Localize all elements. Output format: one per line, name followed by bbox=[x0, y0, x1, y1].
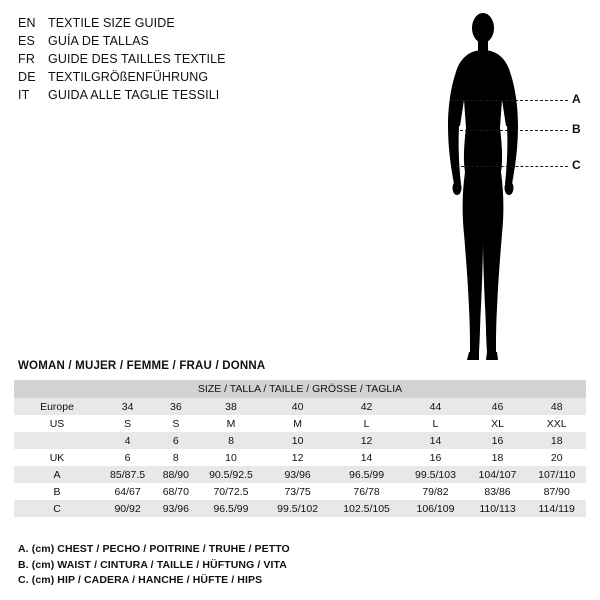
measurement-legend bbox=[18, 542, 578, 589]
cell-a-2: 90.5/92.5 bbox=[197, 466, 266, 483]
title-text-en: TEXTILE SIZE GUIDE bbox=[48, 16, 175, 30]
table-row bbox=[14, 483, 586, 500]
lang-code-es: ES bbox=[18, 34, 36, 48]
row-label-europe: Europe bbox=[14, 398, 100, 415]
cell-usnum-3: 10 bbox=[265, 432, 329, 449]
title-text-fr: GUIDE DES TAILLES TEXTILE bbox=[48, 52, 226, 66]
size-table-wrapper bbox=[14, 380, 586, 517]
cell-europe-6: 46 bbox=[468, 398, 528, 415]
cell-a-6: 104/107 bbox=[468, 466, 528, 483]
cell-us-7: XXL bbox=[527, 415, 586, 432]
cell-us-1: S bbox=[155, 415, 196, 432]
title-row-fr bbox=[18, 50, 318, 68]
cell-b-2: 70/72.5 bbox=[197, 483, 266, 500]
cell-europe-0: 34 bbox=[100, 398, 155, 415]
cell-uk-3: 12 bbox=[265, 449, 329, 466]
table-row bbox=[14, 398, 586, 415]
cell-uk-2: 10 bbox=[197, 449, 266, 466]
table-header-label: SIZE / TALLA / TAILLE / GRÖSSE / TAGLIA bbox=[14, 380, 586, 398]
cell-uk-6: 18 bbox=[468, 449, 528, 466]
cell-c-2: 96.5/99 bbox=[197, 500, 266, 517]
cell-b-3: 73/75 bbox=[265, 483, 329, 500]
cell-b-5: 79/82 bbox=[403, 483, 467, 500]
measure-label-a: A bbox=[572, 92, 581, 106]
row-label-us-numeric bbox=[14, 432, 100, 449]
measure-label-b: B bbox=[572, 122, 581, 136]
cell-b-4: 76/78 bbox=[330, 483, 404, 500]
cell-usnum-2: 8 bbox=[197, 432, 266, 449]
cell-europe-3: 40 bbox=[265, 398, 329, 415]
cell-a-7: 107/110 bbox=[527, 466, 586, 483]
cell-a-0: 85/87.5 bbox=[100, 466, 155, 483]
female-silhouette-figure bbox=[420, 8, 590, 368]
cell-us-4: L bbox=[330, 415, 404, 432]
measure-label-c: C bbox=[572, 158, 581, 172]
lang-code-de: DE bbox=[18, 70, 36, 84]
table-row bbox=[14, 415, 586, 432]
title-text-de: TEXTILGRÖßENFÜHRUNG bbox=[48, 70, 209, 84]
cell-europe-2: 38 bbox=[197, 398, 266, 415]
cell-a-5: 99.5/103 bbox=[403, 466, 467, 483]
legend-line-b: B. (cm) WAIST / CINTURA / TAILLE / HÜFTUNG / VITA bbox=[18, 558, 287, 571]
row-label-a: A bbox=[14, 466, 100, 483]
section-heading: WOMAN / MUJER / FEMME / FRAU / DONNA bbox=[18, 360, 266, 372]
cell-b-6: 83/86 bbox=[468, 483, 528, 500]
cell-usnum-6: 16 bbox=[468, 432, 528, 449]
measure-line-a bbox=[450, 100, 568, 101]
cell-uk-4: 14 bbox=[330, 449, 404, 466]
cell-a-3: 93/96 bbox=[265, 466, 329, 483]
table-row bbox=[14, 500, 586, 517]
cell-usnum-4: 12 bbox=[330, 432, 404, 449]
measure-line-b bbox=[460, 130, 568, 131]
size-table bbox=[14, 380, 586, 517]
table-row bbox=[14, 449, 586, 466]
cell-us-3: M bbox=[265, 415, 329, 432]
cell-us-6: XL bbox=[468, 415, 528, 432]
cell-europe-5: 44 bbox=[403, 398, 467, 415]
cell-usnum-5: 14 bbox=[403, 432, 467, 449]
cell-c-6: 110/113 bbox=[468, 500, 528, 517]
cell-europe-7: 48 bbox=[527, 398, 586, 415]
measure-line-c bbox=[456, 166, 568, 167]
lang-code-fr: FR bbox=[18, 52, 36, 66]
cell-c-1: 93/96 bbox=[155, 500, 196, 517]
cell-europe-1: 36 bbox=[155, 398, 196, 415]
title-row-de bbox=[18, 68, 318, 86]
cell-b-1: 68/70 bbox=[155, 483, 196, 500]
cell-c-7: 114/119 bbox=[527, 500, 586, 517]
cell-usnum-0: 4 bbox=[100, 432, 155, 449]
title-block bbox=[18, 14, 318, 104]
cell-c-0: 90/92 bbox=[100, 500, 155, 517]
row-label-uk: UK bbox=[14, 449, 100, 466]
title-row-it bbox=[18, 86, 318, 104]
row-label-us: US bbox=[14, 415, 100, 432]
legend-line-a: A. (cm) CHEST / PECHO / POITRINE / TRUHE / PETTO bbox=[18, 543, 290, 555]
cell-c-5: 106/109 bbox=[403, 500, 467, 517]
lang-code-en: EN bbox=[18, 16, 36, 30]
cell-b-7: 87/90 bbox=[527, 483, 586, 500]
title-row-en bbox=[18, 14, 318, 32]
table-row bbox=[14, 466, 586, 483]
cell-c-3: 99.5/102 bbox=[265, 500, 329, 517]
title-text-it: GUIDA ALLE TAGLIE TESSILI bbox=[48, 88, 220, 102]
cell-us-2: M bbox=[197, 415, 266, 432]
cell-uk-5: 16 bbox=[403, 449, 467, 466]
table-header-row bbox=[14, 380, 586, 398]
row-label-c: C bbox=[14, 500, 100, 517]
cell-usnum-7: 18 bbox=[527, 432, 586, 449]
cell-a-4: 96.5/99 bbox=[330, 466, 404, 483]
row-label-b: B bbox=[14, 483, 100, 500]
cell-us-0: S bbox=[100, 415, 155, 432]
cell-europe-4: 42 bbox=[330, 398, 404, 415]
table-row bbox=[14, 432, 586, 449]
cell-uk-1: 8 bbox=[155, 449, 196, 466]
title-text-es: GUÍA DE TALLAS bbox=[48, 34, 149, 48]
cell-us-5: L bbox=[403, 415, 467, 432]
cell-uk-7: 20 bbox=[527, 449, 586, 466]
legend-line-c: C. (cm) HIP / CADERA / HANCHE / HÜFTE / HIPS bbox=[18, 574, 263, 586]
cell-b-0: 64/67 bbox=[100, 483, 155, 500]
cell-a-1: 88/90 bbox=[155, 466, 196, 483]
female-silhouette-icon bbox=[420, 8, 590, 368]
cell-usnum-1: 6 bbox=[155, 432, 196, 449]
cell-uk-0: 6 bbox=[100, 449, 155, 466]
title-row-es bbox=[18, 32, 318, 50]
lang-code-it: IT bbox=[18, 88, 30, 102]
cell-c-4: 102.5/105 bbox=[330, 500, 404, 517]
